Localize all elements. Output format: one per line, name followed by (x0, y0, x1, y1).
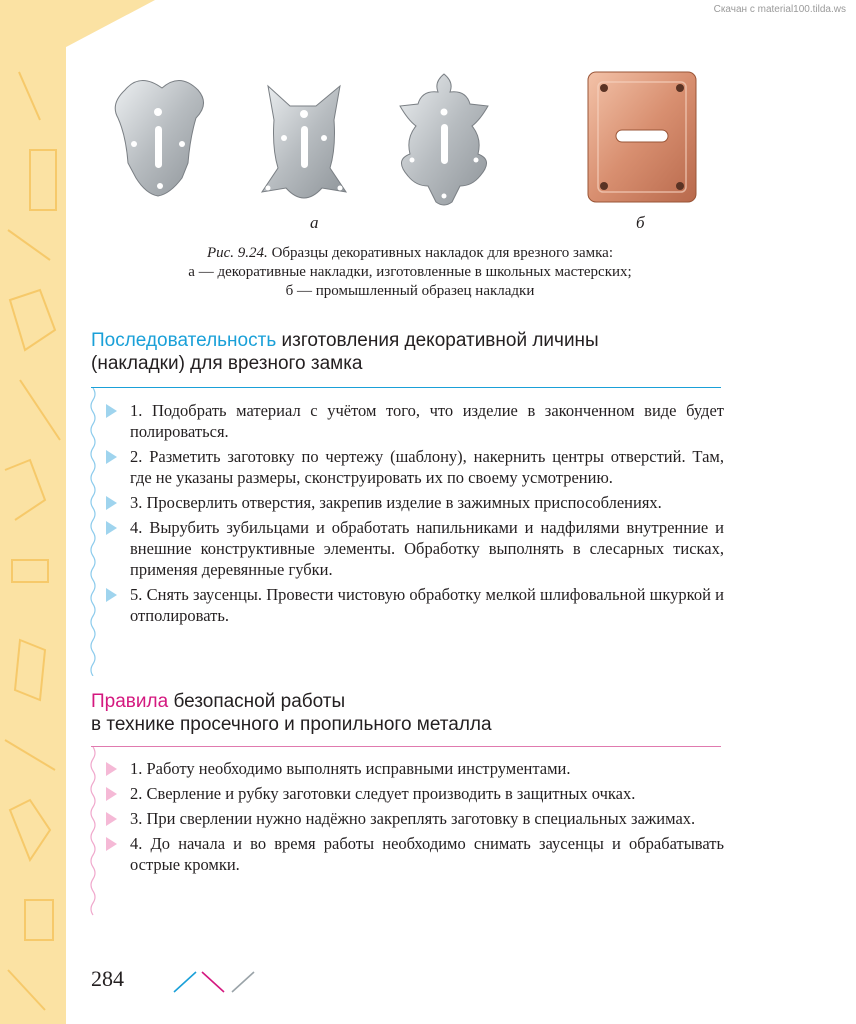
bullet-triangle-icon (106, 450, 117, 464)
plate-ornate (400, 74, 488, 205)
list-item: 4. Вырубить зубильцами и обработать напильниками и надфилями внутренние и внешние конструктивные элементы. Обработку выполнять в слесарных тисках, применяя деревянные губки. (104, 517, 724, 580)
list-item: 3. Просверлить отверстия, закрепив изделие в зажимных приспособлениях. (104, 492, 724, 513)
watermark: Скачан с material100.tilda.ws (713, 4, 846, 15)
bullet-triangle-icon (106, 496, 117, 510)
list-item: 3. При сверлении нужно надёжно закреплять заготовку в специальных зажимах. (104, 808, 724, 829)
bullet-triangle-icon (106, 787, 117, 801)
list-item: 1. Работу необходимо выполнять исправными инструментами. (104, 758, 724, 779)
section1-heading-accent: Последовательность (91, 330, 277, 351)
section1-rule (91, 387, 721, 388)
list-item: 1. Подобрать материал с учётом того, что изделие в законченном виде будет полироваться. (104, 400, 724, 442)
bullet-triangle-icon (106, 812, 117, 826)
section1-heading (91, 329, 599, 375)
page-number: 284 (91, 966, 124, 991)
caption-line-a: а — декоративные накладки, изготовленные в школьных мастерских; (188, 264, 632, 280)
figure-plates (100, 68, 760, 240)
section2-heading-line-2: в технике просечного и пропильного металла (91, 714, 492, 735)
bullet-triangle-icon (106, 588, 117, 602)
bullet-triangle-icon (106, 404, 117, 418)
section1-heading-rest-1: изготовления декоративной личины (281, 330, 599, 351)
figure-label-b: б (636, 213, 645, 232)
caption-prefix: Рис. 9.24. (206, 245, 268, 261)
caption-line-b: б — промышленный образец накладки (285, 283, 535, 299)
bullet-triangle-icon (106, 521, 117, 535)
plate-cat (262, 86, 346, 198)
caption-title: Образцы декоративных накладок для врезного замка: (271, 245, 613, 261)
figure-label-a: а (310, 213, 319, 232)
section2-wavy-border (88, 747, 98, 921)
section2-rule (91, 746, 721, 747)
section1-list (104, 400, 724, 630)
plate-heart (115, 80, 203, 196)
list-item: 5. Снять заусенцы. Провести чистовую обработку мелкой шлифовальной шкуркой и отполировать. (104, 584, 724, 626)
section2-heading-rest-1: безопасной работы (173, 691, 346, 712)
band-pattern (0, 0, 66, 1024)
list-item: 2. Сверление и рубку заготовки следует производить в защитных очках. (104, 783, 724, 804)
section2-list (104, 758, 724, 879)
figure-caption (96, 244, 724, 301)
plate-copper (588, 72, 696, 202)
decorative-side-band (0, 0, 66, 1024)
bullet-triangle-icon (106, 837, 117, 851)
list-item: 2. Разметить заготовку по чертежу (шаблону), накернить центры отверстий. Там, где не указаны размеры, сконструировать их по своему усмотрению. (104, 446, 724, 488)
section1-heading-rest-2: (накладки) для врезного замка (91, 353, 363, 374)
list-item: 4. До начала и во время работы необходимо снимать заусенцы и обрабатывать острые кромки. (104, 833, 724, 875)
page-decoration-strokes (172, 968, 262, 994)
section1-wavy-border (88, 388, 98, 676)
section2-heading-accent: Правила (91, 691, 169, 712)
bullet-triangle-icon (106, 762, 117, 776)
section2-heading (91, 690, 492, 736)
